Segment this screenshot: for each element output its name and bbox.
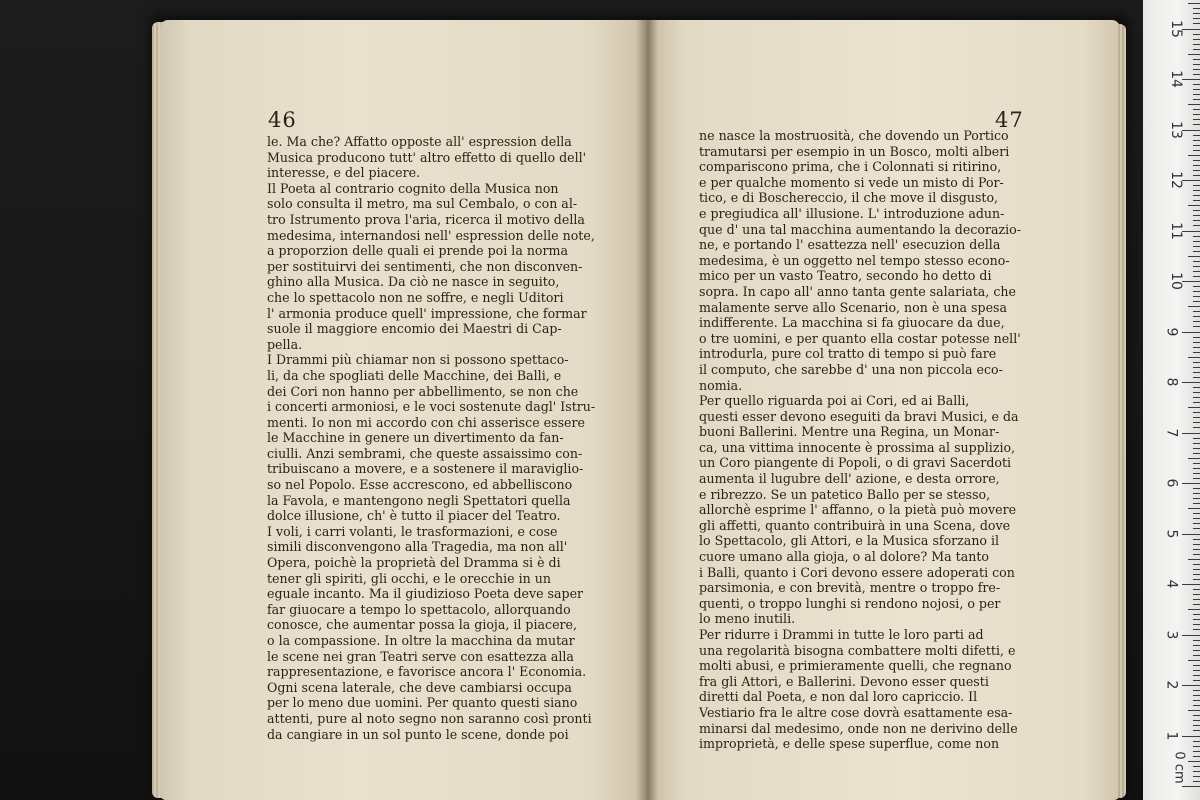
text-line: suole il maggiore encomio dei Maestri di Cap- [267,321,562,337]
text-line: e ribrezzo. Se un patetico Ballo per se stesso, [699,486,991,502]
ruler-tick [1182,281,1200,282]
ruler-tick [1193,518,1200,519]
text-line: attenti, pure al noto segno non saranno così pronti [267,710,592,726]
ruler-tick [1193,236,1200,237]
text-line: Il Poeta al contrario cognito della Musica non [267,180,559,196]
page-number-right: 47 [995,108,1024,132]
ruler-tick [1193,39,1200,40]
ruler-tick [1193,720,1200,721]
text-line: diretti dal Poeta, e non dal loro capriccio. Il [699,689,978,705]
ruler-tick [1193,109,1200,110]
text-line: eguale incanto. Ma il giudizioso Poeta deve saper [267,586,584,602]
text-line: Per quello riguarda poi ai Cori, ed ai Balli, [699,393,970,409]
ruler-tick [1193,624,1200,625]
ruler-tick [1193,503,1200,504]
ruler-tick [1193,23,1200,24]
text-line: e per qualche momento si vede un misto di Por- [699,174,1004,190]
ruler-tick [1193,564,1200,565]
ruler-tick [1193,579,1200,580]
text-line: pella. [267,336,303,352]
ruler-tick [1188,357,1200,358]
ruler-tick [1182,332,1200,333]
ruler-tick [1182,584,1200,585]
text-line: ghino alla Musica. Da ciò ne nasce in seguito, [267,274,560,290]
text-line: questi esser devono eseguiti da bravi Musici, e da [699,408,1019,424]
text-line: la Favola, e mantengono negli Spettatori quella [267,492,571,508]
text-line: rappresentazione, e favorisce ancora l' Economia. [267,664,587,680]
text-line: que d' una tal macchina aumentando la decorazio- [699,221,1021,237]
ruler-tick [1193,680,1200,681]
text-line: gli affetti, quanto contribuirà in una Scena, dove [699,517,1011,533]
ruler-tick [1182,786,1200,787]
ruler-tick [1193,422,1200,423]
ruler-tick [1193,337,1200,338]
ruler-tick [1193,594,1200,595]
ruler-number: 15 [1167,19,1184,38]
ruler-tick [1193,276,1200,277]
text-line: lo Spettacolo, gli Attori, e la Musica sforzano il [699,533,1000,549]
ruler-tick [1193,715,1200,716]
ruler-tick [1193,513,1200,514]
text-line: buoni Ballerini. Mentre una Regina, un Monar- [699,424,1000,440]
text-line: li, da che spogliati delle Macchine, dei Balli, e [267,367,562,383]
ruler-tick [1193,539,1200,540]
ruler-number: 7 [1163,428,1180,437]
ruler-tick [1182,79,1200,80]
text-line: tro Istrumento prova l'aria, ricerca il motivo della [267,211,585,227]
ruler-tick [1193,8,1200,9]
text-line: I voli, i carri volanti, le trasformazioni, e cose [267,523,558,539]
text-line: cuore umano alla gioja, o al dolore? Ma tanto [699,549,989,565]
ruler-tick [1193,549,1200,550]
ruler-tick [1193,741,1200,742]
text-line: o la compassione. In oltre la macchina da mutar [267,633,575,648]
ruler-tick [1193,700,1200,701]
ruler-tick [1193,261,1200,262]
ruler-number: 12 [1167,171,1184,189]
text-line: o tre uomini, e per quanto ella costar potesse nell' [699,330,1021,346]
text-line: fra gli Attori, e Ballerini. Devono esser questi [699,673,989,689]
ruler-tick [1193,402,1200,403]
ruler-tick [1193,417,1200,418]
ruler-tick [1188,458,1200,459]
ruler-tick [1182,483,1200,484]
ruler-tick [1182,180,1200,181]
ruler-number: 2 [1163,680,1180,690]
text-line: l' armonia produce quell' impressione, che formar [267,305,587,321]
ruler-tick [1193,145,1200,146]
ruler-tick [1193,225,1200,226]
ruler-tick [1193,200,1200,201]
ruler-tick [1193,170,1200,171]
ruler-tick [1193,119,1200,120]
text-line: tener gli spiriti, gli occhi, e le orecchie in un [267,570,551,586]
text-line: le scene nei gran Teatri serve con esattezza alla [267,648,574,664]
ruler-tick [1193,59,1200,60]
ruler-tick [1193,599,1200,600]
ruler-tick [1193,528,1200,529]
text-line: allorchè esprime l' affanno, o la pietà può movere [699,502,1017,518]
text-line: medesima, internandosi nell' espression delle note, [267,227,595,243]
ruler-tick [1193,523,1200,524]
text-line: introdurla, pure col tratto di tempo si può fare [699,346,997,362]
ruler-tick [1193,655,1200,656]
ruler-tick [1188,205,1200,206]
ruler-tick [1188,54,1200,55]
ruler-tick [1193,311,1200,312]
ruler-tick [1182,231,1200,232]
ruler-tick [1193,291,1200,292]
ruler-tick [1188,407,1200,408]
ruler-tick [1193,438,1200,439]
text-line: i Balli, quanto i Cori devono essere adoperati con [699,564,1015,580]
ruler-tick [1193,140,1200,141]
text-line: le. Ma che? Affatto opposte all' espression della [267,134,572,149]
ruler-tick [1193,124,1200,125]
ruler-number: 1 [1163,731,1180,740]
ruler-tick [1193,473,1200,474]
text-line: per sostituirvi dei sentimenti, che non disconven- [267,258,583,274]
ruler-tick [1193,453,1200,454]
ruler-tick [1193,185,1200,186]
ruler-number: 11 [1167,221,1184,240]
ruler-tick [1193,650,1200,651]
text-line: solo consulta il metro, ma sul Cembalo, o con al- [267,196,578,212]
ruler-tick [1193,362,1200,363]
text-line: quenti, o troppo lunghi si rendono nojosi, o per [699,595,1001,611]
text-line: conosce, che aumentar possa la gioja, il piacere, [267,617,577,633]
ruler-tick [1193,241,1200,242]
measuring-ruler [1143,0,1200,800]
ruler-number: 5 [1163,529,1180,538]
ruler-tick [1193,49,1200,50]
ruler-tick [1193,377,1200,378]
ruler-tick [1193,392,1200,393]
ruler-tick [1193,84,1200,85]
text-line: e pregiudica all' illusione. L' introduzione adun- [699,205,1005,221]
ruler-tick [1193,619,1200,620]
text-line: dolce illusione, ch' è tutto il piacer del Teatro. [267,508,561,524]
ruler-tick [1193,498,1200,499]
ruler-tick [1193,372,1200,373]
text-line: nomia. [699,377,743,393]
ruler-tick [1193,44,1200,45]
ruler-tick [1182,382,1200,383]
ruler-tick [1193,427,1200,428]
ruler-tick [1193,665,1200,666]
ruler-tick [1188,559,1200,560]
ruler-tick [1188,710,1200,711]
ruler-number: 3 [1163,630,1180,639]
ruler-tick [1182,736,1200,737]
ruler-tick [1193,190,1200,191]
ruler-tick [1193,99,1200,100]
text-line: Opera, poichè la proprietà del Dramma si è di [267,555,561,571]
ruler-tick [1193,342,1200,343]
ruler-tick [1193,165,1200,166]
text-line: tico, e di Boschereccio, il che move il disgusto, [699,190,999,206]
text-line: menti. Io non mi accordo con chi asserisce essere [267,414,585,430]
ruler-tick [1193,114,1200,115]
text-line: ciulli. Anzi sembrami, che queste assaissimo con- [267,445,583,461]
ruler-tick [1193,670,1200,671]
text-line: ne, e portando l' esattezza nell' esecuzion della [699,237,1001,253]
ruler-tick [1188,761,1200,762]
ruler-tick [1193,74,1200,75]
ruler-tick [1193,448,1200,449]
ruler-tick [1182,635,1200,636]
text-line: malamente serve allo Scenario, non è una spesa [699,299,1007,315]
ruler-number: 6 [1163,478,1180,488]
text-line: tribuiscano a movere, e a sostenere il maraviglio- [267,461,584,477]
text-line: i concerti armoniosi, e le voci sostenute dagl' Istru- [267,399,596,415]
ruler-tick [1193,150,1200,151]
ruler-tick [1193,271,1200,272]
right-page-text [699,128,1021,752]
ruler-tick [1193,321,1200,322]
ruler-tick [1188,508,1200,509]
text-line: mico per un vasto Teatro, secondo ho detto di [699,268,992,284]
text-line: un Coro piangente di Popoli, o di gravi Sacerdoti [699,455,1012,471]
ruler-tick [1193,645,1200,646]
ruler-number: 10 [1167,272,1184,290]
ruler-tick [1193,266,1200,267]
ruler-tick [1193,730,1200,731]
ruler-tick [1193,367,1200,368]
text-line: lo meno inutili. [699,611,796,627]
ruler-tick [1193,18,1200,19]
ruler-tick [1193,195,1200,196]
ruler-tick [1193,554,1200,555]
page-number-left: 46 [268,108,297,132]
ruler-tick [1182,29,1200,30]
ruler-tick [1193,746,1200,747]
text-line: aumenta il lugubre dell' azione, e desta orrore, [699,471,1000,487]
text-line: Musica producono tutt' altro effetto di quello dell' [267,149,587,165]
ruler-tick [1193,347,1200,348]
text-line: il computo, che sarebbe d' una non piccola eco- [699,361,1003,377]
ruler-tick [1188,155,1200,156]
ruler-tick [1193,640,1200,641]
text-line: I Drammi più chiamar non si possono spettaco- [267,352,569,368]
text-line: tramutarsi per esempio in un Bosco, molti alberi [699,143,1010,159]
text-line: per lo meno due uomini. Per quanto questi siano [267,695,578,711]
text-line: le Macchine in genere un divertimento da fan- [267,430,564,446]
left-page [160,20,647,800]
ruler-tick [1193,751,1200,752]
text-line: a proporzion delle quali ei prende poi la norma [267,243,568,259]
ruler-tick [1193,352,1200,353]
ruler-tick [1193,220,1200,221]
ruler-tick [1193,574,1200,575]
ruler-tick [1193,160,1200,161]
left-page-text [267,134,595,742]
ruler-tick [1193,13,1200,14]
ruler-tick [1193,569,1200,570]
ruler-tick [1193,397,1200,398]
text-line: far giuocare a tempo lo spettacolo, allorquando [267,601,571,617]
ruler-tick [1188,660,1200,661]
ruler-tick [1193,468,1200,469]
ruler-tick [1193,776,1200,777]
ruler-tick [1188,609,1200,610]
ruler-tick [1193,463,1200,464]
text-line: Vestiario fra le altre cose dovrà esattamente esa- [699,704,1013,720]
text-line: ca, una vittima innocente è prossima al supplizio, [699,439,1016,455]
text-line: parsimonia, e con brevità, mentre o troppo fre- [699,580,1001,596]
text-line: una regolarità bisogna combattere molti difetti, e [699,642,1016,658]
ruler-tick [1193,488,1200,489]
text-line: medesima, è un oggetto nel tempo stesso econo- [699,252,1010,268]
ruler-tick [1188,104,1200,105]
ruler-tick [1193,695,1200,696]
ruler-tick [1193,604,1200,605]
ruler-number: 9 [1163,327,1180,336]
ruler-tick [1193,301,1200,302]
text-line: indifferente. La macchina si fa giuocare da due, [699,315,1005,331]
ruler-tick [1188,256,1200,257]
ruler-tick [1193,493,1200,494]
ruler-tick [1193,64,1200,65]
ruler-tick [1193,387,1200,388]
ruler-tick [1193,251,1200,252]
text-line: Ogni scena laterale, che deve cambiarsi occupa [267,679,572,695]
right-page [647,20,1120,800]
ruler-tick [1193,89,1200,90]
ruler-number: 4 [1163,579,1180,589]
page-stack-right [1116,24,1126,798]
ruler-number: 8 [1163,377,1180,387]
ruler-tick [1193,725,1200,726]
ruler-tick [1193,296,1200,297]
ruler-tick [1193,94,1200,95]
book-gutter [636,20,658,800]
text-line: Per ridurre i Drammi in tutte le loro parti ad [699,627,984,642]
ruler-tick [1193,443,1200,444]
ruler-tick [1188,3,1200,4]
ruler-tick [1193,210,1200,211]
ruler-tick [1193,412,1200,413]
ruler-tick [1193,771,1200,772]
ruler-tick [1193,781,1200,782]
ruler-tick [1193,756,1200,757]
text-line: simili disconvengono alla Tragedia, ma non all' [267,539,568,555]
ruler-tick [1193,690,1200,691]
ruler-tick [1193,675,1200,676]
ruler-tick [1182,433,1200,434]
ruler-tick [1193,34,1200,35]
ruler-tick [1193,135,1200,136]
ruler-tick [1182,685,1200,686]
ruler-number: 14 [1167,70,1184,88]
ruler-tick [1193,326,1200,327]
ruler-tick [1193,175,1200,176]
ruler-tick [1193,316,1200,317]
text-line: da cangiare in un sol punto le scene, donde poi [267,726,569,742]
ruler-tick [1193,629,1200,630]
text-line: compariscono prima, che i Colonnati si ritirino, [699,159,1002,175]
text-line: dei Cori non hanno per abbellimento, se non che [267,383,579,399]
text-line: sopra. In capo all' anno tanta gente salariata, che [699,283,1016,299]
ruler-tick [1193,246,1200,247]
ruler-tick [1193,544,1200,545]
text-line: interesse, e del piacere. [267,165,421,181]
ruler-tick [1193,705,1200,706]
ruler-tick [1193,215,1200,216]
text-line: so nel Popolo. Esse accrescono, ed abbelliscono [267,477,573,493]
ruler-unit-label: 0 cm [1171,751,1187,784]
ruler-tick [1193,614,1200,615]
ruler-tick [1188,306,1200,307]
ruler-tick [1193,69,1200,70]
text-line: improprietà, e delle spese superflue, come non [699,736,1000,752]
text-line: minarsi dal medesimo, onde non ne derivino delle [699,720,1018,736]
text-line: molti abusi, e primieramente quelli, che regnano [699,658,1012,674]
ruler-tick [1193,478,1200,479]
ruler-tick [1182,534,1200,535]
ruler-tick [1193,766,1200,767]
ruler-number: 13 [1167,120,1184,139]
text-line: che lo spettacolo non ne soffre, e negli Uditori [267,289,564,305]
text-line: ne nasce la mostruosità, che dovendo un Portico [699,128,1009,143]
ruler-tick [1182,130,1200,131]
ruler-tick [1193,286,1200,287]
ruler-tick [1193,589,1200,590]
